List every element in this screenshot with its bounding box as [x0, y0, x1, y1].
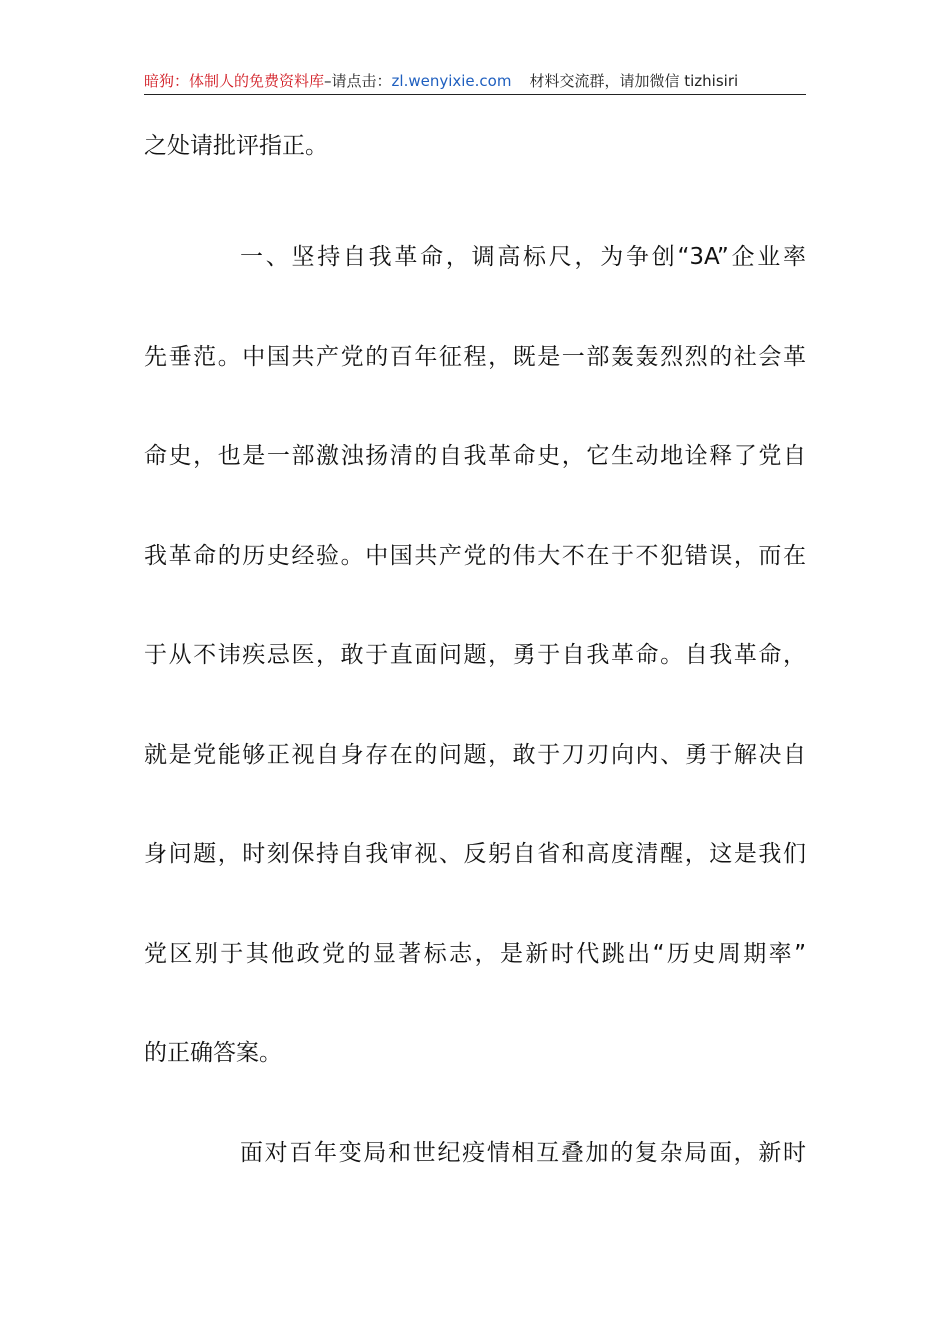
text-line: 于从不讳疾忌医，敢于直面问题，勇于自我革命。自我革命，: [144, 642, 806, 668]
header-contact: 材料交流群，请加微信 tizhisiri: [529, 72, 739, 90]
text-line: 的正确答案。: [144, 1040, 282, 1066]
text-line: 就是党能够正视自身存在的问题，敢于刀刃向内、勇于解决自: [144, 741, 806, 768]
header-brand: 暗狗：体制人的免费资料库: [144, 72, 325, 90]
text-line: 先垂范。中国共产党的百年征程，既是一部轰轰烈烈的社会革: [144, 343, 806, 370]
text-line: 之处请批评指正。: [144, 133, 328, 159]
text-line: 党区别于其他政党的显著标志，是新时代跳出“历史周期率”: [144, 940, 806, 967]
header-prompt: –请点击：: [324, 72, 392, 90]
page-header: [144, 68, 806, 95]
paragraph-start-line: 面对百年变局和世纪疫情相互叠加的复杂局面，新时: [240, 1139, 806, 1166]
body-text: [144, 126, 806, 1203]
section-heading-line: 一、坚持自我革命，调高标尺，为争创“3A”企业率: [240, 244, 806, 270]
text-line: 命史，也是一部激浊扬清的自我革命史，它生动地诠释了党自: [144, 443, 806, 469]
text-line: 我革命的历史经验。中国共产党的伟大不在于不犯错误，而在: [144, 542, 806, 569]
header-link[interactable]: zl.wenyixie.com: [391, 72, 512, 90]
text-line: 身问题，时刻保持自我审视、反躬自省和高度清醒，这是我们: [144, 841, 806, 867]
